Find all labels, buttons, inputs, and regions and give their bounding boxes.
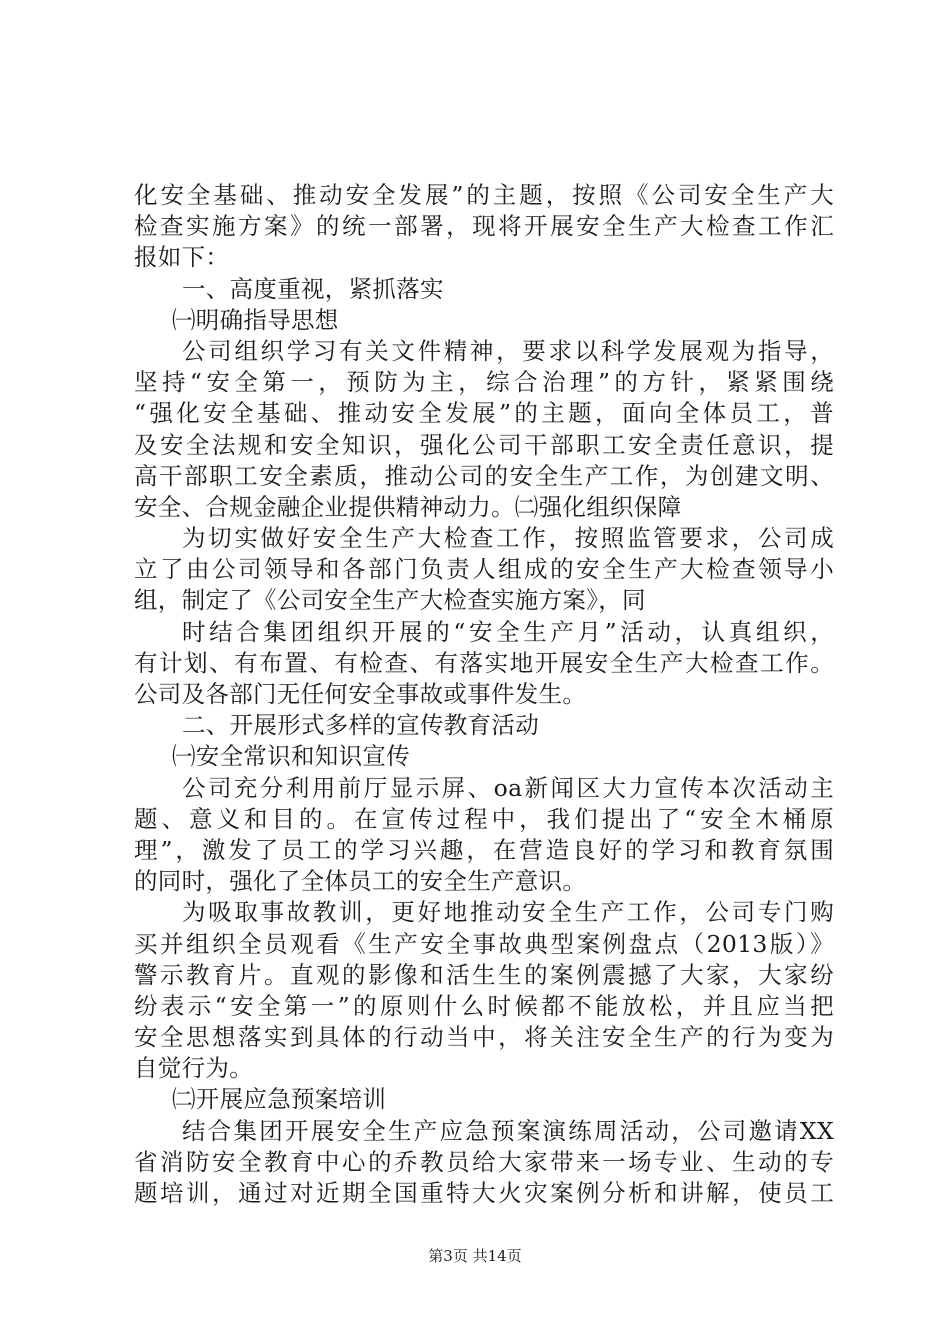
text-line: 结合集团开展安全生产应急预案演练周活动，公司邀请XX <box>182 1116 834 1145</box>
text-line: 公司充分利用前厅显示屏、oa新闻区大力宣传本次活动主 <box>182 773 834 802</box>
document-body <box>134 180 834 1209</box>
text-line: 纷表示“安全第一”的原则什么时候都不能放松，并且应当把 <box>134 991 834 1020</box>
text-line: 公司组织学习有关文件精神，要求以科学发展观为指导， <box>182 336 834 365</box>
text-line: 题培训，通过对近期全国重特大火灾案例分析和讲解，使员工 <box>134 1179 834 1207</box>
text-line: 公司及各部门无任何安全事故或事件发生。 <box>134 680 587 708</box>
text-line: 一、高度重视，紧抓落实 <box>182 274 444 303</box>
text-line: 安全思想落实到具体的行动当中，将关注安全生产的行为变为 <box>134 1023 834 1052</box>
text-line: 为吸取事故教训，更好地推动安全生产工作，公司专门购 <box>182 898 834 927</box>
text-line: 为切实做好安全生产大检查工作，按照监管要求，公司成 <box>182 524 834 553</box>
text-line: 自觉行为。 <box>134 1054 253 1083</box>
text-line: 及安全法规和安全知识，强化公司干部职工安全责任意识，提 <box>134 430 834 459</box>
text-line: 安全、合规金融企业提供精神动力。㈡强化组织保障 <box>134 492 682 521</box>
text-line: ㈡开展应急预案培训 <box>172 1085 387 1114</box>
text-line: 组，制定了《公司安全生产大检查实施方案》，同 <box>134 586 646 615</box>
text-line: 有计划、有布置、有检查、有落实地开展安全生产大检查工作。 <box>134 648 834 677</box>
text-line: 高干部职工安全素质，推动公司的安全生产工作，为创建文明、 <box>134 461 834 490</box>
text-line: 坚持“安全第一，预防为主，综合治理”的方针，紧紧围绕 <box>134 368 834 397</box>
text-line: 检查实施方案》的统一部署，现将开展安全生产大检查工作汇 <box>134 212 834 241</box>
text-line: ㈠明确指导思想 <box>172 305 339 334</box>
text-line: 题、意义和目的。在宣传过程中，我们提出了“安全木桶原 <box>134 804 834 833</box>
text-line: 的同时，强化了全体员工的安全生产意识。 <box>134 867 587 896</box>
text-line: 报如下： <box>134 243 230 272</box>
text-line: 立了由公司领导和各部门负责人组成的安全生产大检查领导小 <box>134 555 834 584</box>
text-line: 二、开展形式多样的宣传教育活动 <box>182 711 539 740</box>
text-line: “强化安全基础、推动安全发展”的主题，面向全体员工，普 <box>134 399 834 428</box>
text-line: 时结合集团组织开展的“安全生产月”活动，认真组织， <box>182 617 834 646</box>
text-line: 买并组织全员观看《生产安全事故典型案例盘点（2013版）》 <box>134 929 834 958</box>
text-line: ㈠安全常识和知识宣传 <box>172 742 410 771</box>
text-line: 警示教育片。直观的影像和活生生的案例震撼了大家，大家纷 <box>134 960 834 989</box>
page-footer: 第3页 共14页 <box>428 1247 522 1265</box>
text-line: 省消防安全教育中心的乔教员给大家带来一场专业、生动的专 <box>134 1147 834 1176</box>
text-line: 理”，激发了员工的学习兴趣，在营造良好的学习和教育氛围 <box>134 835 834 864</box>
text-line: 化安全基础、推动安全发展”的主题，按照《公司安全生产大 <box>134 181 834 209</box>
